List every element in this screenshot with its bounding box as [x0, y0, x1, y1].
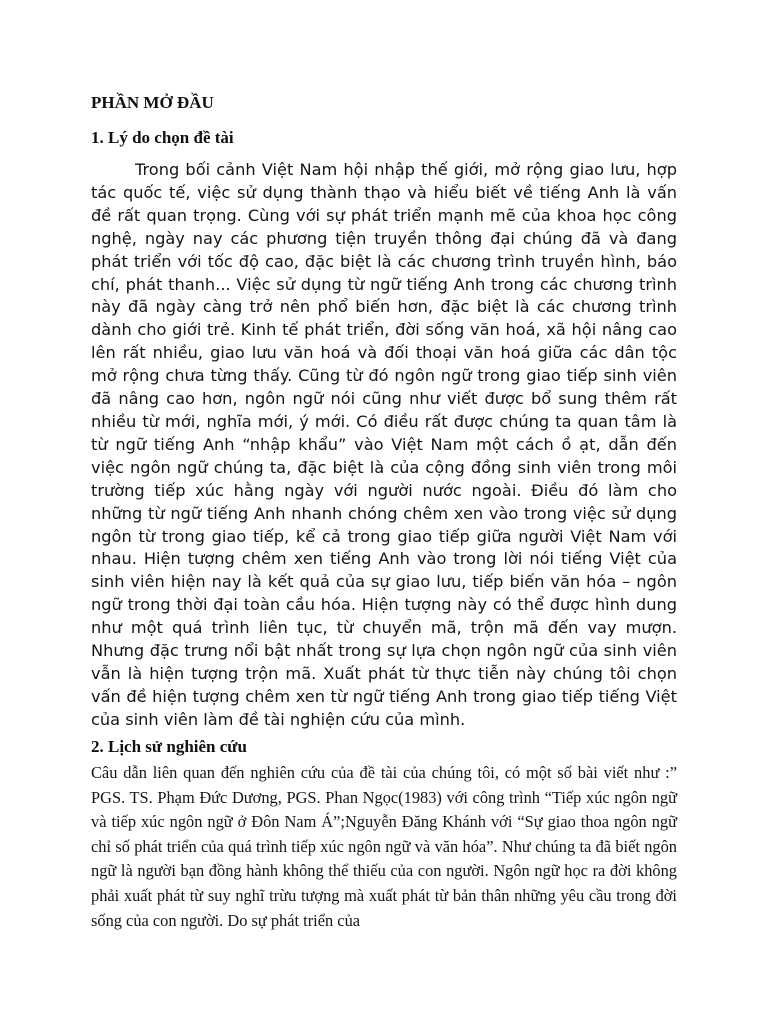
section-1-paragraph: Trong bối cảnh Việt Nam hội nhập thế giới, mở rộng giao lưu, hợp tác quốc tế, việc sử dụng thành thạo và hiểu biết về tiếng Anh là vấn đề rất quan trọng. Cùng với sự phát triển mạnh mẽ của khoa học công nghệ, ngày nay các phương tiện truyền thông đại chúng đã và đang phát triển với tốc độ cao, đặc biệt là các chương trình truyền hình, báo chí, phát thanh... Việc sử dụng từ ngữ tiếng Anh trong các chương trình này đã ngày càng trở nên phổ biến hơn, đặc biệt là các chương trình dành cho giới trẻ. Kinh tế phát triển, đời sống văn hoá, xã hội nâng cao lên rất nhiều, giao lưu văn hoá và đối thoại văn hoá giữa các dân tộc mở rộng chưa từng thấy. Cũng từ đó ngôn ngữ trong giao tiếp sinh viên đã nâng cao hơn, ngôn ngữ nói cũng như viết được bổ sung thêm rất nhiều từ mới, nghĩa mới, ý mới. Có điều rất được chúng ta quan tâm là từ ngữ tiếng Anh “nhập khẩu” vào Việt Nam một cách ồ ạt, dẫn đến việc ngôn ngữ chúng ta, đặc biệt là của cộng đồng sinh viên trong môi trường tiếp xúc hằng ngày với người nước ngoài. Điều đó làm cho những từ ngữ tiếng Anh nhanh chóng chêm xen vào trong việc sử dụng ngôn từ trong giao tiếp, kể cả trong giao tiếp giữa người Việt Nam với nhau. Hiện tượng chêm xen tiếng Anh vào trong lời nói tiếng Việt của sinh viên hiện nay là kết quả của sự giao lưu, tiếp biến văn hóa – ngôn ngữ trong thời đại toàn cầu hóa. Hiện tượng này có thể được hình dung như một quá trình liên tục, từ chuyển mã, trộn mã đến vay mượn. Nhưng đặc trưng nổi bật nhất trong sự lựa chọn ngôn ngữ của sinh viên vẫn là hiện tượng trộn mã. Xuất phát từ thực tiễn này chúng tôi chọn vấn đề hiện tượng chêm xen từ ngữ tiếng Anh trong giao tiếp tiếng Việt của sinh viên làm đề tài nghiện cứu của mình. [91, 160, 677, 729]
section-1-heading: 1. Lý do chọn đề tài [91, 128, 234, 147]
section-2-paragraph: Câu dẫn liên quan đến nghiên cứu của đề tài của chúng tôi, có một số bài viết như :” PGS. TS. Phạm Đức Dương, PGS. Phan Ngọc(1983) với công trình “Tiếp xúc ngôn ngữ và tiếp xúc ngôn ngữ ở Đôn Nam Á”;Nguyễn Đăng Khánh với “Sự giao thoa ngôn ngữ chỉ số phát triển của quá trình tiếp xúc ngôn ngữ và văn hóa”. Như chúng ta đã biết ngôn ngữ là người bạn đồng hành không thể thiếu của con người. Ngôn ngữ học ra đời không phải xuất phát từ suy nghĩ trừu tượng mà xuất phát từ bản thân những yêu cầu trong đời sống của con người. Do sự phát triển của [91, 763, 677, 930]
section-2-heading: 2. Lịch sử nghiên cứu [91, 737, 247, 756]
document-title: PHẦN MỞ ĐẦU [91, 93, 214, 112]
